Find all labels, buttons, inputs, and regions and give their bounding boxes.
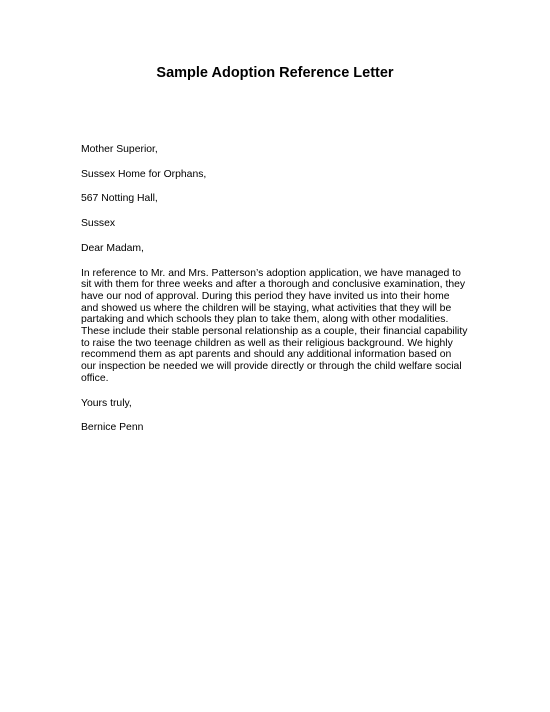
body-line: to raise the two teenage children as well as their religious background. We highly xyxy=(81,337,453,349)
body-line: In reference to Mr. and Mrs. Patterson’s adoption application, we have managed to xyxy=(81,267,461,279)
body-line: our inspection be needed we will provide directly or through the child welfare social xyxy=(81,361,462,373)
body-line: recommend them as apt parents and should any additional information based on xyxy=(81,349,452,361)
letter-body xyxy=(81,268,473,385)
recipient-city: Sussex xyxy=(81,218,116,230)
recipient-street: 567 Notting Hall, xyxy=(81,193,158,205)
body-line: have our nod of approval. During this period they have invited us into their home xyxy=(81,290,450,302)
body-line: partaking and which schools they plan to take them, along with other modalities. xyxy=(81,314,449,326)
document-title: Sample Adoption Reference Letter xyxy=(156,65,394,81)
body-line: These include their stable personal relationship as a couple, their financial capability xyxy=(81,326,468,338)
letter-content xyxy=(81,144,473,434)
body-line: sit with them for three weeks and after a thorough and conclusive examination, they xyxy=(81,279,466,291)
recipient-organization: Sussex Home for Orphans, xyxy=(81,168,207,180)
recipient-name: Mother Superior, xyxy=(81,144,158,155)
closing: Yours truly, xyxy=(81,397,132,409)
body-line: and showed us where the children will be staying, what activities that they will be xyxy=(81,302,452,314)
salutation: Dear Madam, xyxy=(81,242,144,254)
signature: Bernice Penn xyxy=(81,422,144,434)
body-line: office. xyxy=(81,372,109,384)
